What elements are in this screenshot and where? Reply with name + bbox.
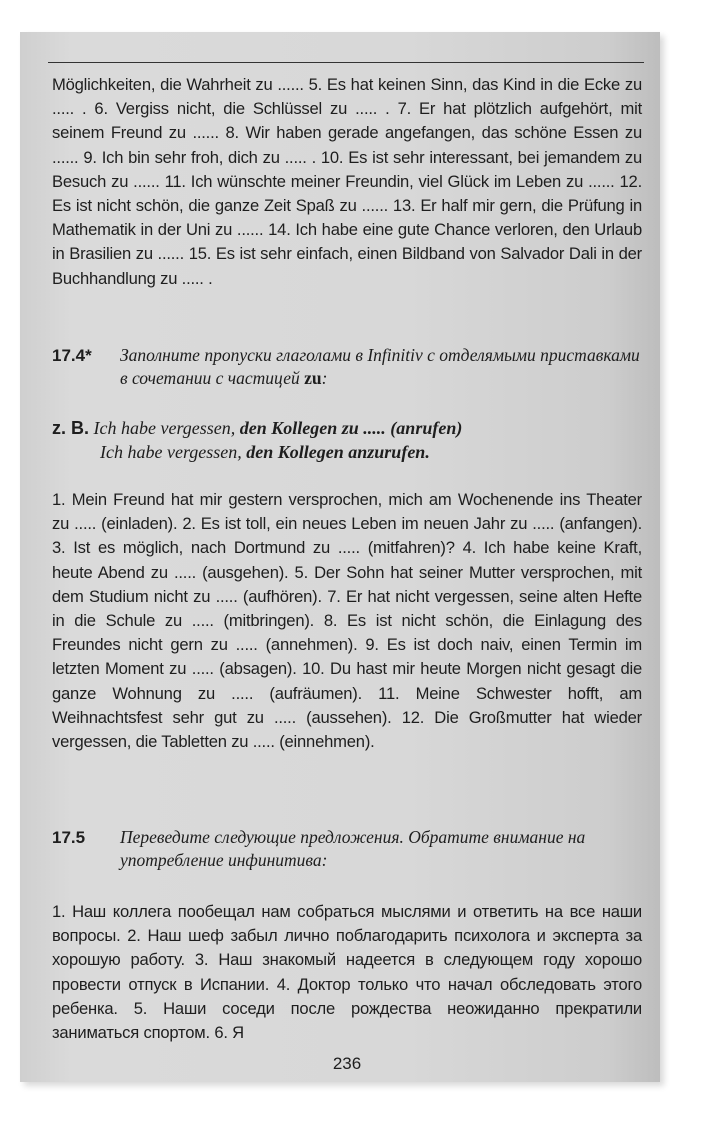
exercise-instruction: Переведите следующие предложения. Обратите внимание на употребление инфинитива: (120, 827, 586, 870)
exercise-173-continuation: Möglichkeiten, die Wahrheit zu ...... 5. Es hat keinen Sinn, das Kind in die Ecke zu ..... . 6. Vergiss nicht, die Schlüssel zu ..... . 7. Er hat plötzlich aufgehört, mit seinem Freund zu ...... 8. Wir haben gerade angefangen, das schöne Essen zu ...... 9. Ich bin sehr froh, dich zu ..... . 10. Es ist sehr interessant, bei jemandem zu Besuch zu ...... 11. Ich wünschte meiner Freundin, viel Glück im Leben zu ...... 12. Es ist nicht schön, die ganze Zeit Spaß zu ...... 13. Er half mir gern, die Prüfung in Mathematik in der Uni zu ...... 14. Ich habe eine gute Chance verloren, den Urlaub in Brasilien zu ...... 15. Es ist sehr einfach, einen Bildband von Salvador Dali in der Buchhandlung zu ..... . (52, 75, 642, 288)
exercise-17-4-sentences: 1. Mein Freund hat mir gestern versprochen, mich am Wochenende ins Theater zu ..... (einladen). 2. Es ist toll, ein neues Leben im neuen Jahr zu ..... (anfangen). 3. Ist es möglich, nach Dortmund zu ..... (mitfahren)? 4. Ich habe keine Kraft, heute Abend zu ..... (ausgehen). 5. Der Sohn hat seiner Mutter versprochen, mit dem Studium nicht zu ..... (aufhören). 7. Er hat nicht vergessen, seine alten Hefte in die Schule zu ..... (mitbringen). 8. Es ist nicht schön, die Einlagung des Freundes nicht gern zu ..... (annehmen). 9. Es ist doch naiv, einen Termin im letzten Moment zu ..... (absagen). 10. Du hast mir heute Morgen nicht gesagt die ganze Wohnung zu ..... (aufräumen). 11. Meine Schwester hofft, am Weihnachtsfest sehr gut zu ..... (aussehen). 12. Die Großmutter hat wieder vergessen, die Tabletten zu ..... (einnehmen). (52, 490, 642, 752)
example-block (52, 416, 642, 464)
page-number: 236 (332, 1054, 362, 1073)
example-line-1: z. B. Ich habe vergessen, den Kollegen zu ..... (anrufen) (52, 418, 463, 438)
exercise-instruction: Заполните пропуски глаголами в Infinitiv с отделямыми приставками в сочетании с частицей zu: (120, 345, 640, 388)
exercise-17-4-heading (52, 344, 642, 390)
exercise-number: 17.5 (52, 828, 86, 847)
exercise-17-5-heading (52, 826, 642, 872)
top-divider-line (48, 62, 644, 63)
example-line-2: Ich habe vergessen, den Kollegen anzurufen. (100, 442, 430, 462)
exercise-number: 17.4* (52, 346, 92, 365)
exercise-17-5-sentences: 1. Наш коллега пообещал нам собраться мыслями и ответить на все наши вопросы. 2. Наш шеф забыл лично поблагодарить психолога и эксперта за хорошую работу. 3. Наш знакомый надеется в следующем году хорошо провести отпуск в Испании. 4. Доктор только что начал обследовать этого ребенка. 5. Наши соседи после рождества неожиданно прекратили заниматься спортом. 6. Я (52, 902, 642, 1043)
example-label: z. B. (52, 418, 90, 438)
